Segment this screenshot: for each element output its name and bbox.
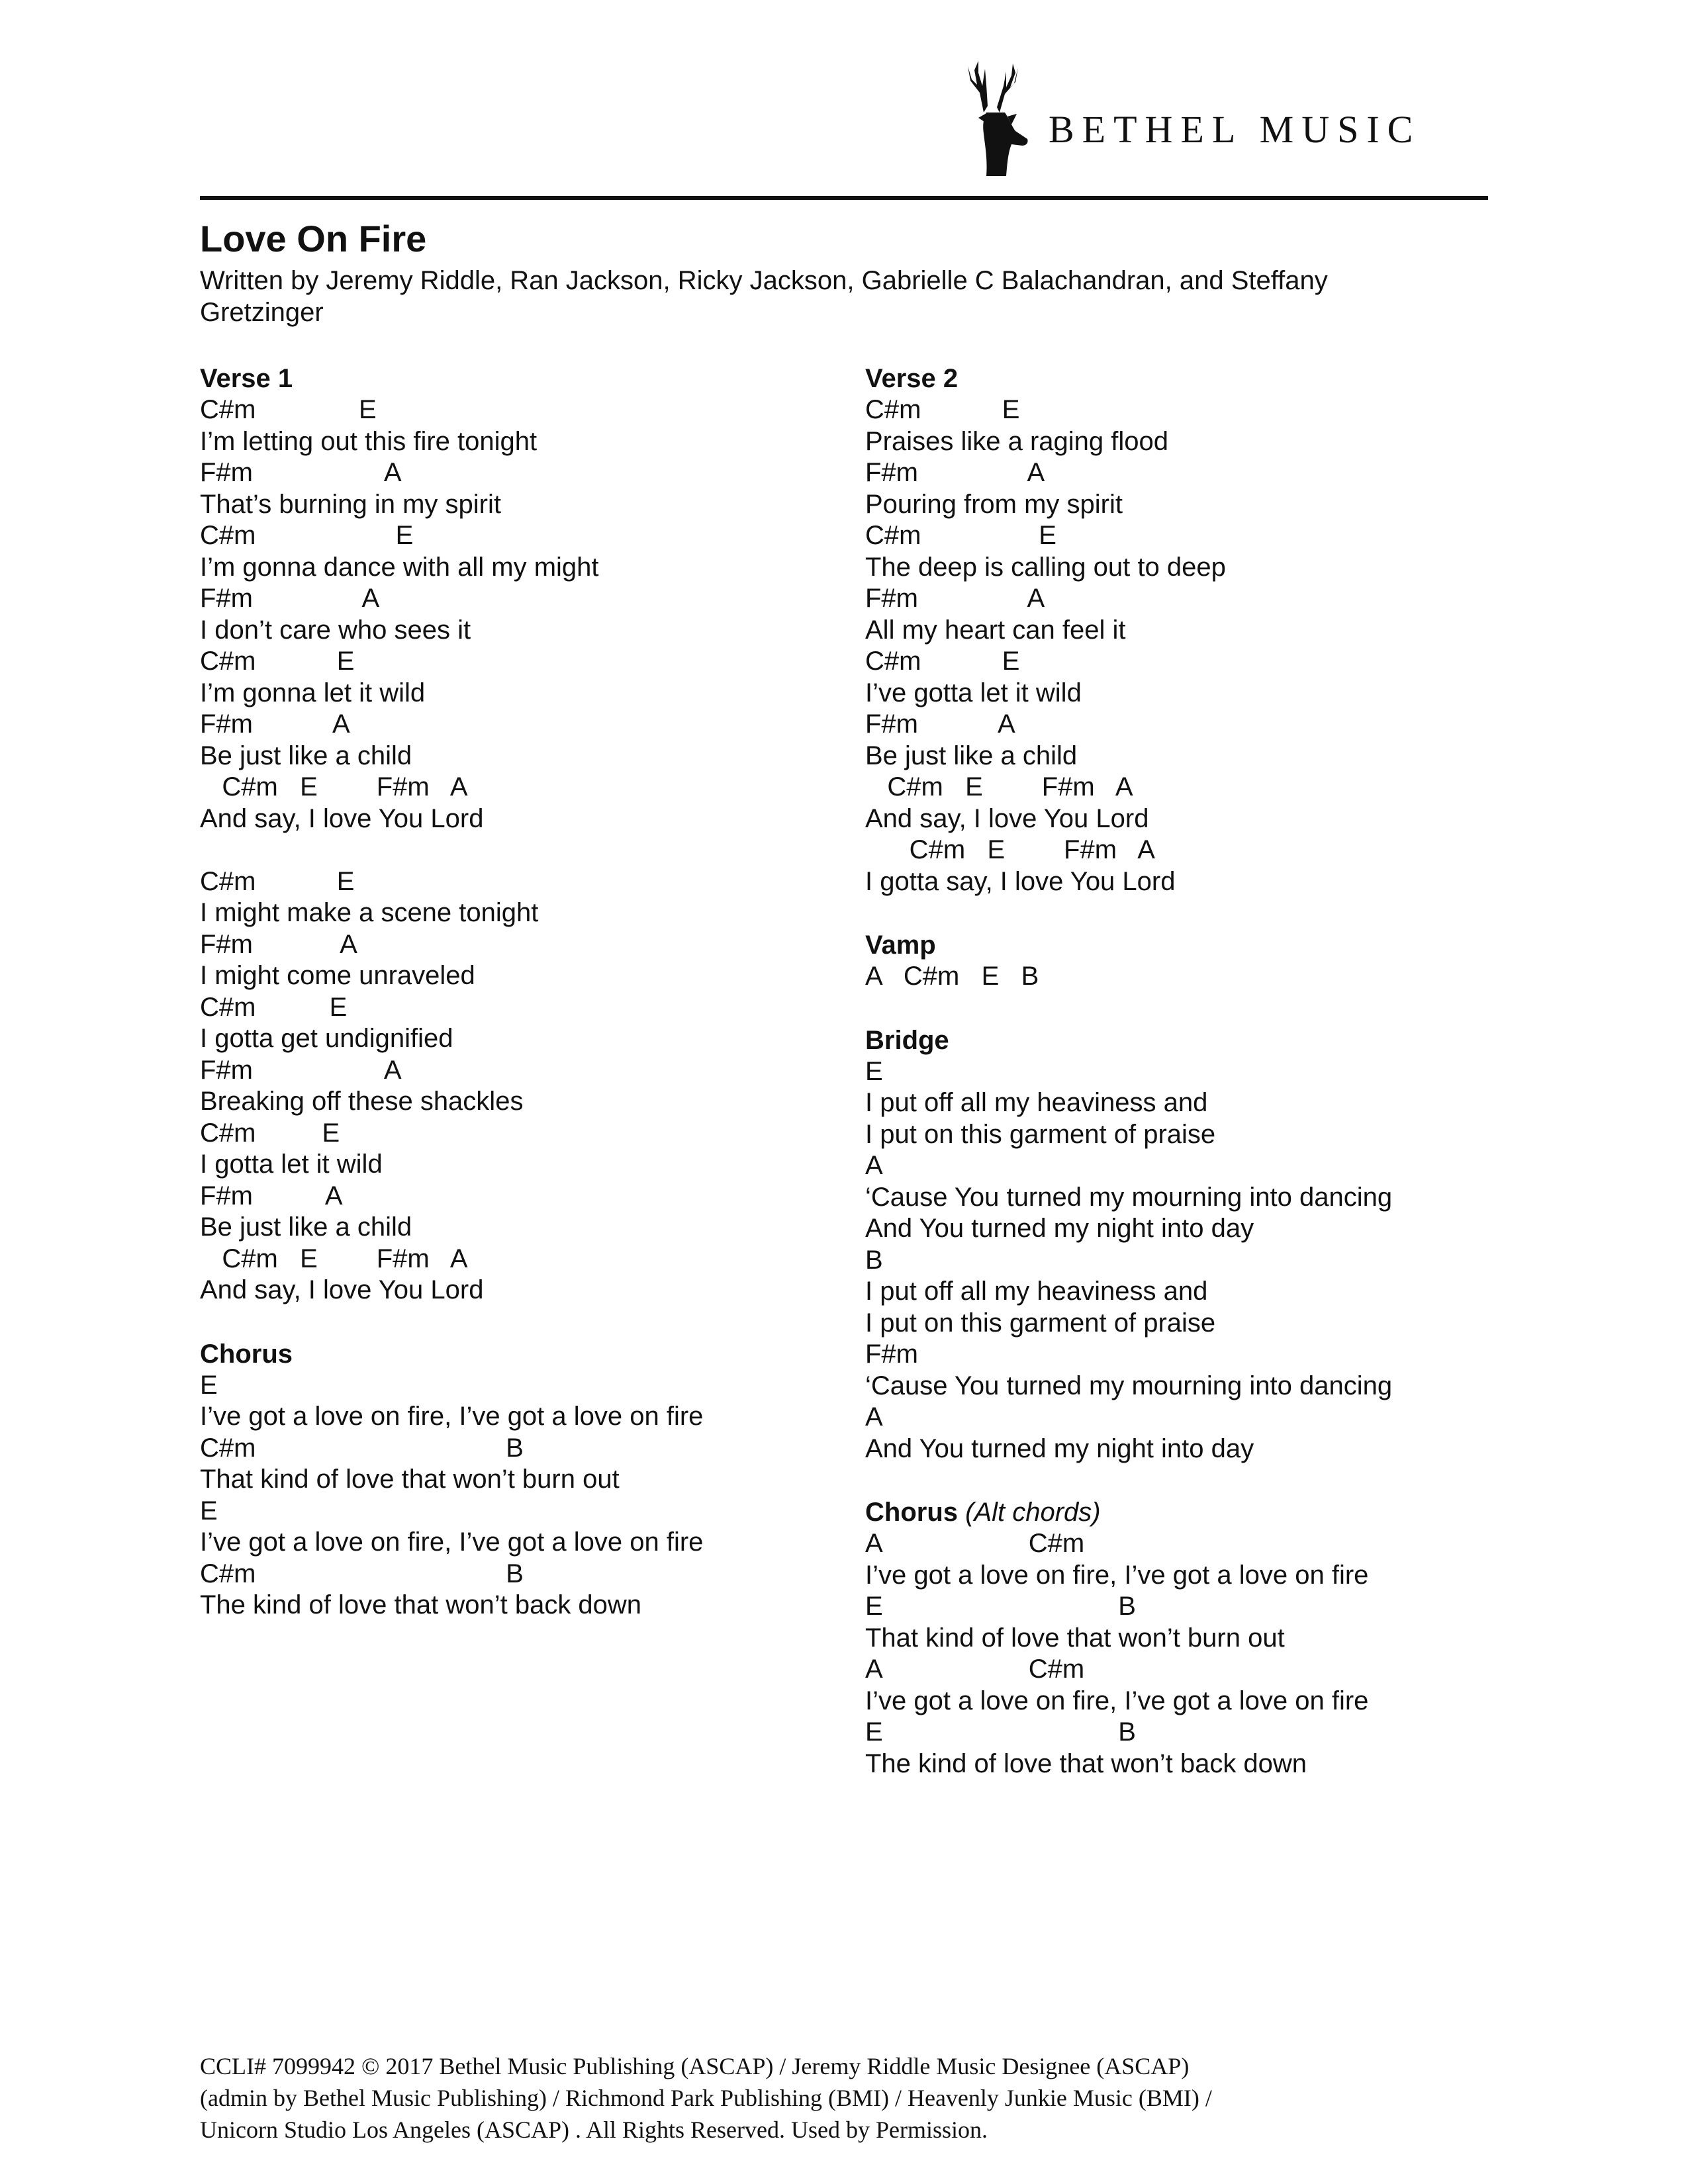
lyric-line [200, 835, 835, 866]
lyric-line: C#m E F#m A [865, 835, 1155, 864]
lyric-line: A C#m [865, 1655, 1085, 1684]
lyric-line: And You turned my night into day [865, 1214, 1254, 1243]
song-section [200, 1338, 835, 1621]
lyric-line: I’ve gotta let it wild [865, 678, 1082, 707]
lyric-line: I put off all my heaviness and [865, 1088, 1208, 1117]
lyric-line: F#m A [865, 584, 1045, 613]
lyric-line: I might come unraveled [200, 961, 475, 990]
lyric-line: A C#m E B [865, 962, 1039, 991]
lyric-line: F#m A [200, 1055, 402, 1085]
lyric-line: C#m E [200, 992, 348, 1022]
lyric-line: E B [865, 1717, 1136, 1747]
lyric-line: I’m gonna let it wild [200, 678, 426, 707]
lyric-line: F#m A [865, 709, 1015, 739]
lyric-line: All my heart can feel it [865, 615, 1126, 645]
lyric-line: I put on this garment of praise [865, 1308, 1216, 1338]
lyric-line: F#m A [200, 584, 380, 613]
lyric-line: Be just like a child [200, 741, 412, 770]
lyric-line: Breaking off these shackles [200, 1087, 524, 1116]
lyric-line: I’ve got a love on fire, I’ve got a love on fire [200, 1527, 704, 1557]
lyric-line: The kind of love that won’t back down [865, 1749, 1307, 1778]
lyric-line: I gotta get undignified [200, 1024, 453, 1053]
lyric-line: Praises like a raging flood [865, 426, 1169, 456]
lyric-line: C#m E [200, 866, 355, 896]
section-heading-label: Chorus [200, 1339, 293, 1369]
footer-line: Unicorn Studio Los Angeles (ASCAP) . All Rights Reserved. Used by Permission. [200, 2116, 988, 2143]
section-heading-label: Vamp [865, 931, 936, 960]
lyric-line: A [865, 1402, 883, 1432]
lyric-line: C#m E [200, 1118, 340, 1148]
lyric-line: C#m E [200, 521, 414, 550]
section-heading-label: Verse 1 [200, 364, 293, 393]
brand-logo [953, 46, 1421, 179]
lyric-line: The deep is calling out to deep [865, 552, 1226, 582]
lyric-line: C#m B [200, 1559, 524, 1588]
header-divider [200, 196, 1488, 200]
footer-line: CCLI# 7099942 © 2017 Bethel Music Publishing (ASCAP) / Jeremy Riddle Music Designee (ASCAP) [200, 2053, 1190, 2079]
brand-name: BETHEL MUSIC [1049, 107, 1421, 151]
lyric-line: F#m A [200, 458, 402, 487]
lyric-line: And say, I love You Lord [200, 1275, 484, 1304]
lyric-line: ‘Cause You turned my mourning into dancing [865, 1371, 1393, 1400]
section-heading-label: Chorus [865, 1498, 958, 1527]
lyric-line: F#m A [200, 1181, 343, 1210]
lyric-line: C#m B [200, 1433, 524, 1463]
section-heading [200, 363, 835, 394]
lyric-line: I put on this garment of praise [865, 1119, 1216, 1149]
lyric-line: The kind of love that won’t back down [200, 1590, 642, 1619]
lyric-line: That kind of love that won’t burn out [865, 1623, 1285, 1653]
lyric-line: A [865, 1151, 883, 1180]
lyric-line: Pouring from my spirit [865, 489, 1123, 519]
lyric-line: Be just like a child [865, 741, 1078, 770]
lyric-line: And You turned my night into day [865, 1433, 1254, 1463]
lyric-line: I’m gonna dance with all my might [200, 552, 599, 582]
lyric-line: E [865, 1056, 883, 1086]
lyric-line: F#m A [865, 458, 1045, 487]
right-column [865, 363, 1501, 1811]
lyric-line: I put off all my heaviness and [865, 1277, 1208, 1306]
section-heading [865, 363, 1501, 394]
lyric-line: E B [865, 1592, 1136, 1621]
song-section [865, 1024, 1501, 1465]
lyric-line: I gotta let it wild [200, 1150, 383, 1179]
lyric-line: C#m E [865, 395, 1020, 424]
lyric-line: I don’t care who sees it [200, 615, 471, 645]
lyric-line: C#m E [200, 647, 355, 676]
lyric-line: C#m E F#m A [200, 772, 468, 801]
song-section [865, 929, 1501, 993]
copyright-footer [200, 2050, 1488, 2146]
lyric-line: I’m letting out this fire tonight [200, 426, 538, 456]
lyric-line: I might make a scene tonight [200, 898, 539, 927]
lyric-line: Be just like a child [200, 1212, 412, 1242]
lyric-line: I’ve got a love on fire, I’ve got a love on fire [865, 1560, 1369, 1590]
section-note: (Alt chords) [965, 1498, 1101, 1527]
lyric-line: E [200, 1370, 218, 1400]
section-heading [865, 1024, 1501, 1056]
section-heading-label: Verse 2 [865, 364, 959, 393]
lyric-line: F#m A [200, 709, 350, 739]
song-section [865, 363, 1501, 897]
song-title: Love On Fire [200, 218, 427, 259]
lyric-line: C#m E F#m A [200, 1244, 468, 1273]
song-section [200, 363, 835, 1306]
lyric-line: B [865, 1245, 883, 1275]
lyric-line: I’ve got a love on fire, I’ve got a love on fire [865, 1686, 1369, 1715]
lyric-line: ‘Cause You turned my mourning into dancing [865, 1182, 1393, 1212]
lyric-line: I gotta say, I love You Lord [865, 866, 1176, 896]
lyric-line: C#m E [200, 395, 377, 424]
footer-line: (admin by Bethel Music Publishing) / Richmond Park Publishing (BMI) / Heavenly Junkie Music (BMI) / [200, 2085, 1212, 2111]
section-heading [200, 1338, 835, 1370]
lyric-line: F#m A [200, 929, 357, 959]
lyric-line: F#m [865, 1340, 918, 1369]
lyric-line: And say, I love You Lord [200, 803, 484, 833]
section-heading [865, 1496, 1501, 1528]
lyric-line: E [200, 1496, 218, 1525]
lyric-line: C#m E [865, 521, 1056, 550]
lyric-line: C#m E [865, 647, 1020, 676]
lyric-line: That’s burning in my spirit [200, 489, 501, 519]
song-writers: Written by Jeremy Riddle, Ran Jackson, Ricky Jackson, Gabrielle C Balachandran, and Steffany Gretzinger [200, 266, 1328, 327]
lyric-line: That kind of love that won’t burn out [200, 1465, 620, 1494]
left-column [200, 363, 835, 1653]
lyric-line: C#m E F#m A [865, 772, 1133, 801]
lyric-line: I’ve got a love on fire, I’ve got a love on fire [200, 1402, 704, 1431]
lyric-line: A C#m [865, 1529, 1085, 1558]
section-heading-label: Bridge [865, 1025, 949, 1055]
stag-head-icon [953, 46, 1046, 179]
song-section [865, 1496, 1501, 1780]
section-heading [865, 929, 1501, 961]
lyric-line: And say, I love You Lord [865, 803, 1149, 833]
